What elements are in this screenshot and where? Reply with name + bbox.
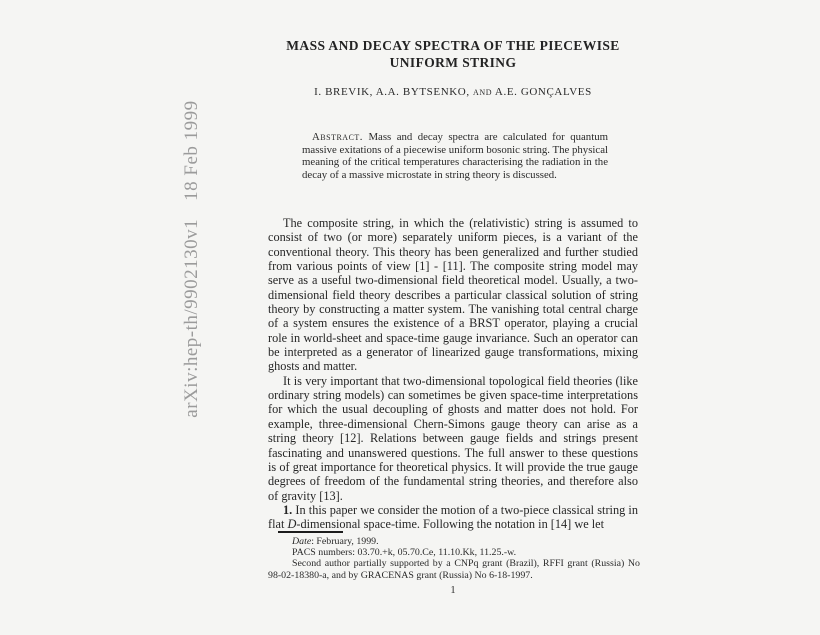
authors-line: I. BREVIK, A.A. BYTSENKO, and A.E. GONÇALVES	[314, 86, 592, 98]
abstract-text: Mass and decay spectra are calculated for quantum massive exitations of a piecewise uniform bosonic string. The physical meaning of the critical temperatures characterising the radiation in the decay of a massive microstate in string theory is discussed.	[302, 131, 608, 182]
body-paragraph: The composite string, in which the (relativistic) string is assumed to consist of two (or more) separately uniform pieces, is a variant of the conventional theory. This theory has been generalized and further studied from various points of view [1] - [11]. The composite string model may serve as a useful two-dimensional field theoretical model. Usually, a two-dimensional field theory describes a particular classical solution of string theory by constructing a matter system. The vanishing total central charge of a system ensures the existence of a BRST operator, playing a crucial role in world-sheet and space-time gauge invariance. Such an operator can be interpreted as a generator of linearized gauge transformations, mixing ghosts and matter.	[268, 216, 638, 374]
paper-title-line2: UNIFORM STRING	[389, 54, 517, 70]
arxiv-watermark	[182, 94, 202, 424]
body-paragraphs	[268, 216, 638, 532]
footnote-item: Second author partially supported by a CNPq grant (Brazil), RFFI grant (Russia) No 98-02-18380-a, and by GRACENAS grant (Russia) No 6-18-1997.	[268, 558, 640, 581]
footnote-rule	[278, 531, 343, 533]
abstract-block	[302, 131, 608, 182]
arxiv-id-text: arXiv:hep-th/9902130v1	[181, 218, 202, 418]
paper-title	[268, 38, 638, 71]
abstract-label: Abstract.	[312, 131, 364, 143]
footnote-item: PACS numbers: 03.70.+k, 05.70.Ce, 11.10.Kk, 11.25.-w.	[292, 547, 517, 559]
paper-title-line1: MASS AND DECAY SPECTRA OF THE PIECEWISE	[286, 38, 620, 53]
page-number: 1	[450, 585, 456, 596]
arxiv-date-text: 18 Feb 1999	[181, 100, 202, 201]
footnote-item: Date: February, 1999.	[292, 536, 379, 547]
footnote-list	[268, 536, 640, 581]
body-paragraph: 1. In this paper we consider the motion of a two-piece classical string in flat D-dimensional space-time. Following the notation in [14] we let	[268, 502, 638, 532]
body-paragraph: It is very important that two-dimensional topological field theories (like ordinary string models) can sometimes be given space-time interpretations for which the usual decoupling of ghosts and matter does not hold. For example, three-dimensional Chern-Simons gauge theory can arise as a string theory [12]. Relations between gauge fields and strings present fascinating and unanswered questions. The full answer to these questions is of great importance for theoretical physics. It will provide the true gauge degrees of freedom of the fundamental string theories, and therefore also of gravity [13].	[268, 373, 638, 503]
